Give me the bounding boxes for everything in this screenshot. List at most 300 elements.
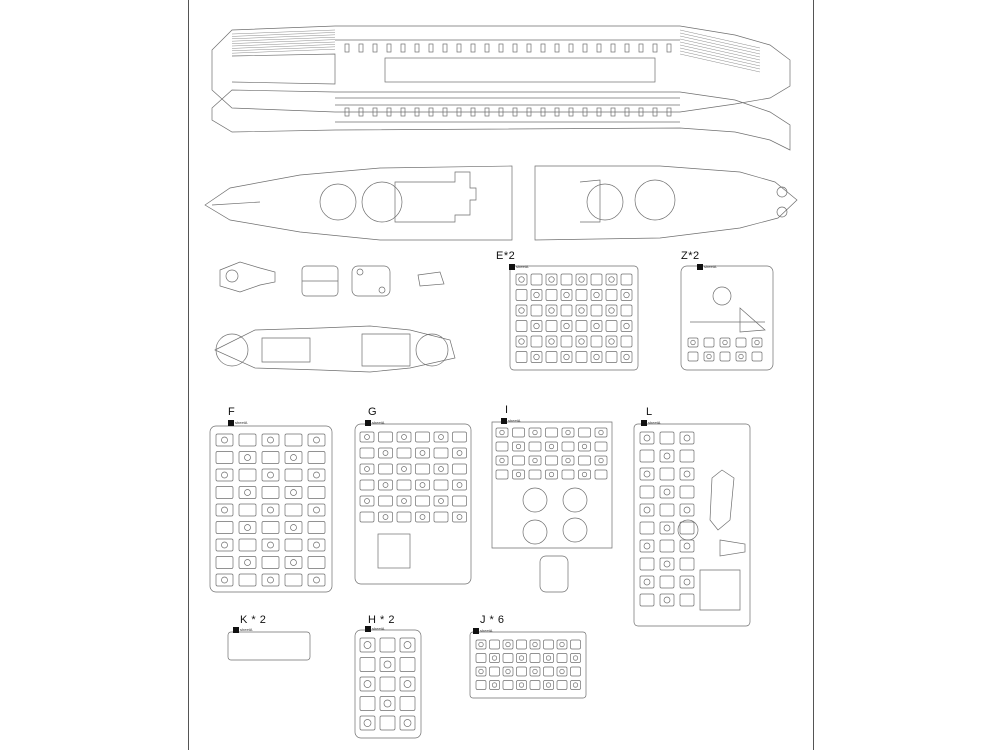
part-cell (476, 640, 486, 649)
part-cell (379, 480, 393, 490)
part-detail (579, 277, 585, 283)
part-detail (566, 458, 571, 463)
part-cell (529, 442, 541, 451)
part-cell (561, 274, 572, 285)
part-cell (571, 640, 581, 649)
part-cell (416, 432, 430, 442)
part-cell (239, 487, 256, 499)
part-detail (519, 656, 524, 661)
part-cell (285, 469, 302, 481)
part-cell (285, 522, 302, 534)
deck-vent (597, 44, 601, 52)
part-detail (479, 669, 484, 674)
part-cell (595, 442, 607, 451)
part-cell (546, 274, 557, 285)
sprue-H-tag: sheetA (365, 626, 384, 632)
sprue-Z-tag: sheetA (697, 264, 716, 270)
part-cell (606, 321, 617, 332)
deck-vent (443, 44, 447, 52)
part-cell (503, 640, 513, 649)
plank-line (232, 32, 335, 36)
part-cell (591, 321, 602, 332)
part-detail (291, 455, 297, 461)
part-detail (564, 354, 570, 360)
part-cell (400, 658, 415, 672)
part-cell (397, 432, 411, 442)
part-cell (360, 480, 374, 490)
part-cell (216, 487, 233, 499)
part-detail (533, 669, 538, 674)
part-cell (544, 667, 554, 676)
sprue-E-frame (510, 266, 638, 370)
part-detail (268, 507, 274, 513)
part-cell (562, 456, 574, 465)
part-cell (379, 496, 393, 506)
part-cell (380, 716, 395, 730)
deck-vent (345, 44, 349, 52)
sprue-I-frame (492, 422, 612, 592)
part-cell (416, 448, 430, 458)
part-cell (544, 654, 554, 663)
part-cell (397, 512, 411, 522)
part-cell (546, 456, 558, 465)
part-cell (262, 574, 279, 586)
part-detail (579, 308, 585, 314)
part-cell (516, 305, 527, 316)
part-cell (546, 336, 557, 347)
part-cell (606, 352, 617, 363)
part-detail (402, 435, 407, 440)
part-cell (239, 452, 256, 464)
sprue-E-tag: sheetA (509, 264, 528, 270)
sprue-K-frame (228, 632, 310, 660)
part-cell (360, 697, 375, 711)
part-cell (571, 654, 581, 663)
part-detail (291, 490, 297, 496)
part-cell (660, 522, 674, 534)
plank-line (232, 30, 335, 34)
part-cell (530, 667, 540, 676)
deck-vent (527, 44, 531, 52)
part-detail (268, 542, 274, 548)
part-cell (688, 338, 698, 347)
part-cell (680, 540, 694, 552)
part-cell (591, 336, 602, 347)
part-detail (644, 507, 650, 513)
part-cell (285, 434, 302, 446)
plank-line (232, 37, 335, 41)
sprue-J-frame (470, 632, 586, 698)
part-detail (457, 451, 462, 456)
part-cell (680, 468, 694, 480)
deck-vent (611, 44, 615, 52)
part-detail (500, 458, 505, 463)
deck-planking (232, 30, 760, 72)
sprue-G-tag: sheetA (365, 420, 384, 426)
deck-vent (541, 44, 545, 52)
part-detail (402, 499, 407, 504)
part-cell (239, 539, 256, 551)
deck-vent (373, 44, 377, 52)
part-cell (752, 338, 762, 347)
part-cell (380, 697, 395, 711)
part-cell (530, 681, 540, 690)
part-cell (453, 480, 467, 490)
part-detail (594, 354, 600, 360)
part-cell (531, 321, 542, 332)
part-cell (579, 456, 591, 465)
part-cell (380, 677, 395, 691)
part-detail (664, 489, 670, 495)
part-cell (752, 352, 762, 361)
deck-vent (555, 44, 559, 52)
part-cell (595, 470, 607, 479)
part-cell (621, 336, 632, 347)
part-cell (453, 512, 467, 522)
part-cell (308, 574, 325, 586)
part-detail (533, 642, 538, 647)
part-detail (546, 656, 551, 661)
part-detail (314, 577, 320, 583)
part-cell (516, 321, 527, 332)
part-cell (360, 448, 374, 458)
part-cell (360, 716, 375, 730)
part-cell (285, 557, 302, 569)
part-cell (529, 428, 541, 437)
sprue-G-frame (355, 424, 471, 584)
part-cell (606, 290, 617, 301)
part-cell (476, 667, 486, 676)
part-detail (365, 435, 370, 440)
part-cell (285, 452, 302, 464)
part-cell (531, 352, 542, 363)
part-cell (562, 442, 574, 451)
part-detail (534, 323, 540, 329)
part-detail (222, 472, 228, 478)
part-cell (640, 540, 654, 552)
part-detail (691, 340, 696, 345)
part-cell (239, 434, 256, 446)
part-cell (476, 654, 486, 663)
part-cell (416, 464, 430, 474)
part-detail (516, 472, 521, 477)
part-cell (517, 667, 527, 676)
part-cell (416, 480, 430, 490)
sprue-E-label: E*2 (496, 250, 516, 262)
part-cell (546, 470, 558, 479)
part-cell (562, 428, 574, 437)
part-detail (564, 292, 570, 298)
part-cell (308, 469, 325, 481)
deck-vent (485, 44, 489, 52)
part-cell (216, 469, 233, 481)
part-cell (704, 352, 714, 361)
part-cell (496, 428, 508, 437)
part-cell (736, 338, 746, 347)
part-cell (579, 428, 591, 437)
part-detail (291, 560, 297, 566)
part-cell (434, 480, 448, 490)
part-cell (544, 640, 554, 649)
part-detail (684, 471, 690, 477)
part-detail (582, 444, 587, 449)
part-cell (397, 480, 411, 490)
deck-vent (429, 44, 433, 52)
part-cell (285, 487, 302, 499)
part-cell (216, 557, 233, 569)
deck-vent (513, 44, 517, 52)
part-cell (660, 450, 674, 462)
deck-vent (415, 44, 419, 52)
part-cell (397, 448, 411, 458)
part-cell (544, 681, 554, 690)
part-cell (546, 305, 557, 316)
part-cell (379, 432, 393, 442)
part-detail (506, 642, 511, 647)
part-detail (564, 323, 570, 329)
part-detail (439, 435, 444, 440)
part-detail (664, 525, 670, 531)
part-cell (216, 452, 233, 464)
part-cell (680, 432, 694, 444)
part-detail (500, 430, 505, 435)
part-cell (606, 336, 617, 347)
part-cell (680, 450, 694, 462)
plank-line (680, 42, 760, 60)
part-cell (453, 448, 467, 458)
part-cell (379, 464, 393, 474)
loose-parts (220, 262, 444, 296)
part-detail (245, 455, 251, 461)
plank-line (680, 39, 760, 57)
part-cell (434, 496, 448, 506)
part-detail (222, 577, 228, 583)
part-detail (519, 277, 525, 283)
part-cell (595, 428, 607, 437)
part-cell (360, 512, 374, 522)
part-cell (557, 654, 567, 663)
part-cell (360, 464, 374, 474)
part-cell (571, 681, 581, 690)
part-detail (420, 451, 425, 456)
part-cell (503, 654, 513, 663)
part-cell (531, 274, 542, 285)
part-cell (680, 522, 694, 534)
part-cell (546, 428, 558, 437)
part-detail (457, 483, 462, 488)
part-cell (562, 470, 574, 479)
part-detail (644, 471, 650, 477)
sprue-G-label: G (368, 406, 378, 418)
part-cell (216, 574, 233, 586)
part-detail (384, 661, 391, 668)
sprue-H-frame (355, 630, 421, 738)
part-cell (680, 558, 694, 570)
part-detail (566, 430, 571, 435)
part-cell (516, 290, 527, 301)
part-cell (640, 468, 654, 480)
part-cell (434, 464, 448, 474)
part-cell (496, 442, 508, 451)
sprue-Z-frame (681, 266, 773, 370)
plank-line (680, 51, 760, 69)
part-cell (308, 504, 325, 516)
deck-vent (457, 44, 461, 52)
part-detail (364, 681, 371, 688)
part-cell (380, 658, 395, 672)
part-detail (314, 542, 320, 548)
sprue-L-frame (634, 424, 750, 626)
part-detail (383, 451, 388, 456)
part-detail (365, 467, 370, 472)
part-cell (516, 352, 527, 363)
part-detail (245, 560, 251, 566)
part-cell (239, 574, 256, 586)
part-cell (216, 539, 233, 551)
sprue-L-label: L (646, 406, 653, 418)
sprue-I-tag: sheetA (501, 418, 520, 424)
part-detail (519, 683, 524, 688)
part-cell (576, 274, 587, 285)
part-cell (496, 470, 508, 479)
part-detail (384, 700, 391, 707)
part-cell (379, 512, 393, 522)
sprue-K-tag: sheetA (233, 627, 252, 633)
part-cell (262, 539, 279, 551)
part-detail (684, 543, 690, 549)
part-cell (561, 290, 572, 301)
part-cell (660, 540, 674, 552)
part-detail (534, 354, 540, 360)
sprue-H-label: H * 2 (368, 614, 395, 626)
part-cell (579, 470, 591, 479)
sprue-J-label: J * 6 (480, 614, 505, 626)
sprue-Z-label: Z*2 (681, 250, 700, 262)
deck-vent (667, 44, 671, 52)
part-cell (262, 452, 279, 464)
part-cell (640, 432, 654, 444)
part-detail (457, 515, 462, 520)
part-cell (517, 640, 527, 649)
part-cell (476, 681, 486, 690)
part-cell (576, 352, 587, 363)
part-cell (660, 504, 674, 516)
part-cell (529, 470, 541, 479)
part-cell (516, 336, 527, 347)
part-detail (573, 656, 578, 661)
part-detail (560, 642, 565, 647)
plank-line (680, 33, 760, 51)
part-detail (549, 308, 555, 314)
part-detail (609, 277, 615, 283)
part-cell (576, 290, 587, 301)
part-cell (517, 654, 527, 663)
part-cell (285, 574, 302, 586)
part-cell (660, 594, 674, 606)
part-detail (479, 642, 484, 647)
part-detail (420, 483, 425, 488)
part-cell (239, 522, 256, 534)
part-cell (516, 274, 527, 285)
part-cell (576, 305, 587, 316)
part-cell (285, 504, 302, 516)
part-cell (513, 470, 525, 479)
part-cell (606, 305, 617, 316)
deck-vent (471, 44, 475, 52)
part-cell (680, 576, 694, 588)
deck-vent (653, 44, 657, 52)
part-detail (492, 656, 497, 661)
part-detail (402, 467, 407, 472)
part-detail (314, 472, 320, 478)
part-detail (492, 683, 497, 688)
part-detail (582, 472, 587, 477)
part-cell (239, 504, 256, 516)
part-cell (660, 576, 674, 588)
sprue-I-label: I (505, 404, 509, 416)
part-detail (222, 437, 228, 443)
part-detail (534, 292, 540, 298)
part-cell (546, 321, 557, 332)
part-cell (262, 469, 279, 481)
main-deck-structure (215, 326, 455, 372)
part-detail (404, 642, 411, 649)
part-cell (379, 448, 393, 458)
part-cell (660, 486, 674, 498)
part-detail (609, 339, 615, 345)
part-detail (245, 525, 251, 531)
part-detail (664, 561, 670, 567)
part-cell (490, 640, 500, 649)
part-cell (400, 677, 415, 691)
part-cell (621, 305, 632, 316)
part-cell (530, 654, 540, 663)
part-cell (571, 667, 581, 676)
part-cell (640, 576, 654, 588)
part-cell (680, 486, 694, 498)
part-detail (684, 579, 690, 585)
part-detail (664, 597, 670, 603)
part-detail (364, 642, 371, 649)
part-detail (624, 292, 630, 298)
part-cell (531, 305, 542, 316)
part-cell (360, 638, 375, 652)
hull-bow-half (205, 166, 512, 240)
plank-line (232, 47, 335, 51)
part-cell (503, 667, 513, 676)
part-detail (549, 339, 555, 345)
part-cell (531, 336, 542, 347)
part-cell (591, 290, 602, 301)
part-cell (557, 640, 567, 649)
part-detail (624, 354, 630, 360)
part-cell (262, 522, 279, 534)
part-cell (453, 496, 467, 506)
part-detail (684, 435, 690, 441)
plank-line (680, 48, 760, 66)
part-detail (268, 437, 274, 443)
part-cell (308, 522, 325, 534)
part-cell (557, 681, 567, 690)
part-detail (644, 543, 650, 549)
plank-line (232, 49, 335, 53)
part-cell (704, 338, 714, 347)
part-cell (621, 352, 632, 363)
part-cell (546, 442, 558, 451)
part-cell (416, 496, 430, 506)
part-cell (530, 640, 540, 649)
part-cell (285, 539, 302, 551)
